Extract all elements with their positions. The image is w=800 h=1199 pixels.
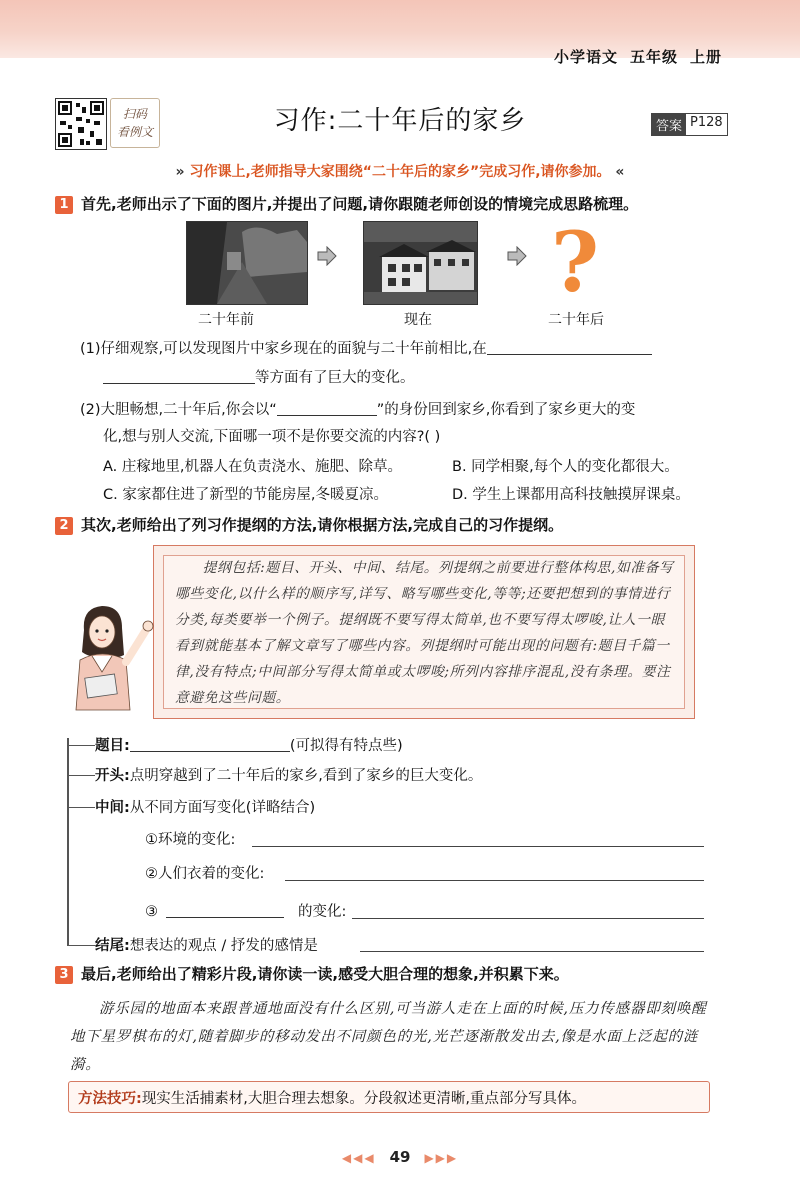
outline-ending-row: 结尾:想表达的观点 / 抒发的感情是: [67, 934, 318, 955]
outline-item-custom: ③ 的变化:: [145, 904, 347, 920]
grade-label: 五年级: [629, 48, 678, 66]
teacher-illustration: [64, 600, 154, 720]
outline-title-blank[interactable]: [130, 737, 290, 752]
q2-line-2: 化,想与别人交流,下面哪一项不是你要交流的内容?( ): [103, 429, 441, 445]
option-b: B. 同学相聚,每个人的变化都很大。: [452, 459, 679, 475]
outline-item-environment: ①环境的变化:: [145, 832, 236, 848]
question-mark-icon: ?: [551, 215, 600, 311]
answer-label: 答案: [652, 114, 686, 135]
answer-reference[interactable]: [651, 113, 728, 136]
q1-line-1: (1)仔细观察,可以发现图片中家乡现在的面貌与二十年前相比,在: [80, 337, 652, 358]
section3-number: 3: [55, 966, 73, 984]
outline-clothing-blank[interactable]: [285, 880, 704, 881]
example-passage: 游乐园的地面本来跟普通地面没有什么区别,可当游人走在上面的时候,压力传感器即刻唤醒地下星罗棋布的灯,随着脚步的移动发出不同颜色的光,光芒逐渐散发出去,像是水面上泛起的涟漪。: [70, 1001, 707, 1073]
tip-text: 方法技巧:现实生活捕素材,大胆合理去想象。分段叙述更清晰,重点部分写具体。: [78, 1091, 587, 1107]
outline-title-row: 题目: (可拟得有特点些): [67, 734, 403, 755]
section1-number: 1: [55, 196, 73, 214]
page-number: 49: [389, 1148, 411, 1166]
intro-text: » 习作课上,老师指导大家围绕“二十年后的家乡”完成习作,请你参加。 «: [175, 164, 625, 180]
outline-environment-blank[interactable]: [252, 846, 704, 847]
photo-now: [363, 221, 478, 305]
q1-answer-blank[interactable]: [487, 340, 652, 355]
outline-opening-row: 开头:点明穿越到了二十年后的家乡,看到了家乡的巨大变化。: [67, 764, 482, 785]
outline-tips-text: 提纲包括:题目、开头、中间、结尾。列提纲之前要进行整体构思,如准备写哪些变化,以什么样的顺序写,详写、略写哪些变化,等等;还要把想到的事情进行分类,每类要举一个例子。提纲既不要写得太简单,也不要写得太啰唆,让人一眼看到就能基本了解文章写了哪些内容。列提纲时可能出现的问题有:题目千篇一律,没有特点;中间部分写得太简单或太啰唆;所列内容排序混乱,没有条理。要注意避免这些问题。: [175, 560, 674, 706]
option-d: D. 学生上课都用高科技触摸屏课桌。: [452, 487, 690, 503]
page-footer: [0, 1148, 800, 1166]
option-c: C. 家家都住进了新型的节能房屋,冬暖夏凉。: [103, 487, 388, 503]
q1-line-2: 等方面有了巨大的变化。: [103, 366, 415, 387]
q1-answer-blank-2[interactable]: [103, 369, 255, 384]
section1-heading: 1 首先,老师出示了下面的图片,并提出了问题,请你跟随老师创设的情境完成思路梳理。: [55, 193, 638, 214]
outline-custom-blank[interactable]: [352, 918, 704, 919]
double-chevron-right-icon: »: [175, 164, 185, 180]
volume-label: 上册: [689, 48, 722, 66]
caption-before: 二十年前: [198, 312, 254, 328]
arrow-right-icon: [506, 246, 528, 266]
section3-heading: 3 最后,老师给出了精彩片段,请你读一读,感受大胆合理的想象,并积累下来。: [55, 963, 569, 984]
caption-now: 现在: [404, 312, 432, 328]
triangle-left-icon: ◀◀◀: [341, 1151, 376, 1165]
series-label: [542, 46, 722, 67]
option-a: A. 庄稼地里,机器人在负责浇水、施肥、除草。: [103, 459, 402, 475]
page-title: 习作:二十年后的家乡: [273, 106, 527, 136]
subject-label: 小学语文: [553, 48, 618, 66]
answer-page: P128: [686, 114, 727, 135]
scan-example-label: 扫码 看例文: [110, 98, 160, 148]
section2-heading: 2 其次,老师给出了列习作提纲的方法,请你根据方法,完成自己的习作提纲。: [55, 514, 563, 535]
q2-line-1: (2)大胆畅想,二十年后,你会以“ ”的身份回到家乡,你看到了家乡更大的变: [80, 402, 636, 418]
section2-number: 2: [55, 517, 73, 535]
triangle-right-icon: ▶▶▶: [424, 1151, 459, 1165]
outline-custom-aspect-blank[interactable]: [166, 903, 284, 918]
outline-ending-blank[interactable]: [360, 951, 704, 952]
photo-twenty-years-ago: [186, 221, 308, 305]
outline-middle-row: 中间:从不同方面写变化(详略结合): [67, 796, 315, 817]
q2-identity-blank[interactable]: [277, 401, 377, 416]
outline-item-clothing: ②人们衣着的变化:: [145, 866, 265, 882]
caption-after: 二十年后: [548, 312, 604, 328]
arrow-right-icon: [316, 246, 338, 266]
double-chevron-left-icon: «: [615, 164, 625, 180]
